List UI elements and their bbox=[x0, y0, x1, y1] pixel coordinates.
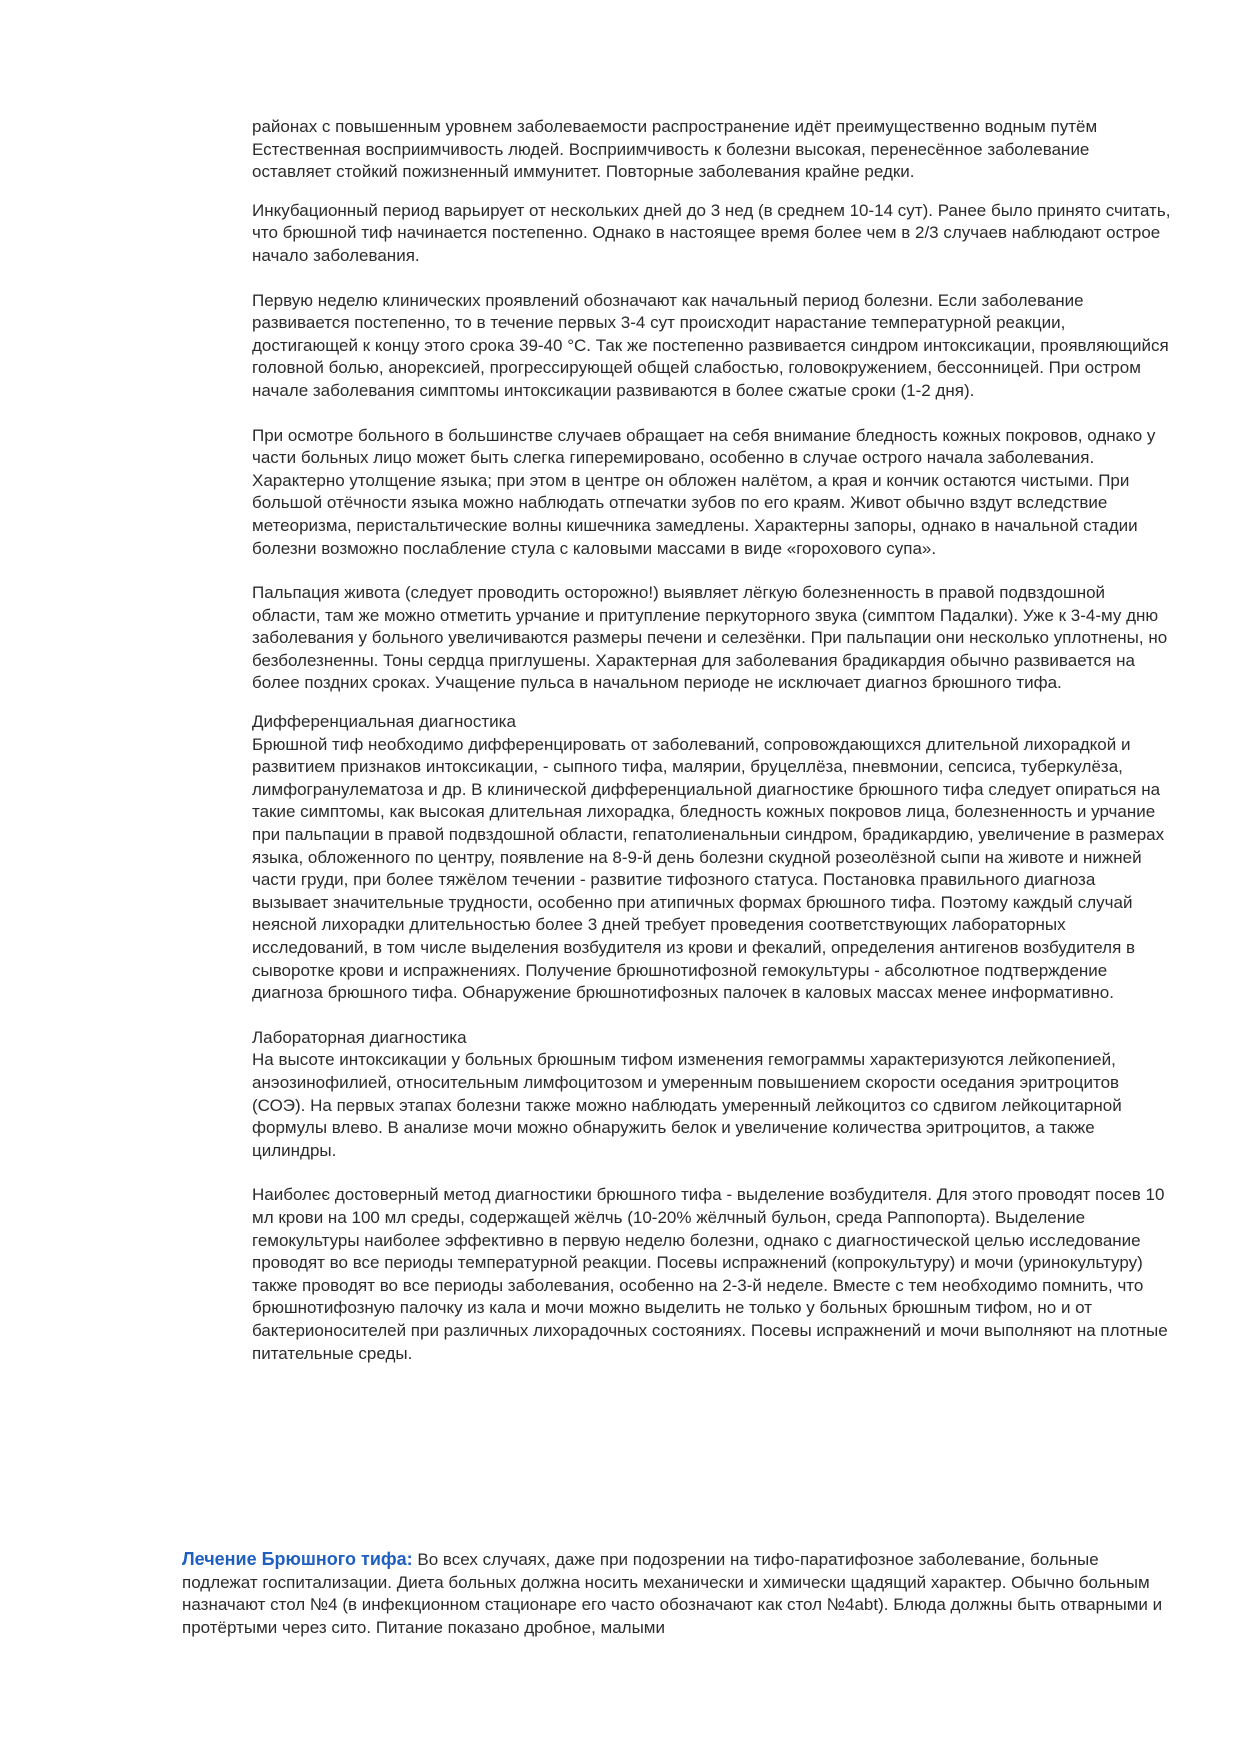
paragraph-palpation: Пальпация живота (следует проводить осторожно!) выявляет лёгкую болезненность в правой подвздошной области, там же можно отметить урчание и притупление перкуторного звука (симптом Падалки). Уже к 3-4-му дню заболевания у больного увеличиваются размеры печени и селезёнки. При пальпации они несколько уплотнены, но безболезненны. Тоны сердца приглушены. Характерная для заболевания брадикардия обычно развивается на более поздних сроках. Учащение пульса в начальном периоде не исключает диагноз брюшного тифа. bbox=[252, 583, 1168, 693]
differential-diagnosis-title: Дифференциальная диагностика bbox=[252, 712, 516, 732]
differential-diagnosis-text: Брюшной тиф необходимо дифференцировать от заболеваний, сопровождающихся длительной лихорадкой и развитием признаков интоксикации, - сыпного тифа, малярии, бруцеллёза, пневмонии, сепсиса, туберкулёза, лимфогранулематоза и др. В клинической дифференциальной диагностике брюшного тифа следует опираться на такие симптомы, как высокая длительная лихорадка, бледность кожных покровов лица, болезненность и урчание при пальпации в правой подвздошной области, гепатолиенальныи синдром, брадикардию, увеличение в размерах языка, обложенного по центру, появление на 8-9-й день болезни скудной розеолёзной сыпи на животе и нижней части груди, при более тяжёлом течении - развитие тифозного статуса. Постановка правильного диагноза вызывает значительные трудности, особенно при атипичных формах брюшного тифа. Поэтому каждый случай неясной лихорадки длительностью более 3 дней требует проведения соответствующих лабораторных исследований, в том числе выделения возбудителя из крови и фекалий, определения антигенов возбудителя в сыворотке крови и испражнениях. Получение брюшнотифозной гемокультуры - абсолютное подтверждение диагноза брюшного тифа. Обнаружение брюшнотифозных палочек в каловых массах менее информативно. bbox=[252, 734, 1165, 1003]
treatment-text: Во всех случаях, даже при подозрении на тифо-паратифозное заболевание, больные подлежат госпитализации. Диета больных должна носить механически и химически щадящий характер. Обычно больным назначают стол №4 (в инфекционном стационаре его часто обозначают как стол №4abt). Блюда должны быть отварными и протёртыми через сито. Питание показано дробное, малыми bbox=[182, 1550, 1163, 1637]
paragraph-initial-period: Первую неделю клинических проявлений обозначают как начальный период болезни. Если заболевание развивается постепенно, то в течение первых 3-4 сут происходит нарастание температурной реакции, достигающей к концу этого срока 39-40 °С. Так же постепенно развивается синдром интоксикации, проявляющийся головной болью, анорексией, прогрессирующей общей слабостью, головокружением, бессонницей. При остром начале заболевания симптомы интоксикации развиваются в более сжатые сроки (1-2 дня). bbox=[252, 290, 1169, 400]
document-body bbox=[252, 116, 1172, 1387]
pathogen-isolation-text: Наиболеє достоверный метод диагностики брюшного тифа - выделение возбудителя. Для этого проводят посев 10 мл крови на 100 мл среды, содержащей жёлчь (10-20% жёлчный бульон, среда Раппопорта). Выделение гемокультуры наиболее эффективно в первую неделю болезни, однако с диагностической целью исследование проводят во все периоды температурной реакции. Посевы испражнений (копрокультуру) и мочи (уринокультуру) также проводят во все периоды заболевания, особенно на 2-3-й неделе. Вместе с тем необходимо помнить, что брюшнотифозную палочку из кала и мочи можно выделить не только у больных брюшным тифом, но и от бактерионосителей при различных лихорадочных состояниях. Посевы испражнений и мочи выполняют на плотные питательные среды. bbox=[252, 1185, 1168, 1363]
paragraph-incubation: Инкубационный период варьирует от нескольких дней до 3 нед (в среднем 10-14 сут). Ранее было принято считать, что брюшной тиф начинается постепенно. Однако в настоящее время более чем в 2/3 случаев наблюдают острое начало заболевания. bbox=[252, 200, 1171, 265]
paragraph-examination: При осмотре больного в большинстве случаев обращает на себя внимание бледность кожных покровов, однако у части больных лицо может быть слегка гиперемировано, особенно в случае острого начала заболевания. Характерно утолщение языка; при этом в центре он обложен налётом, а края и кончик остаются чистыми. При большой отёчности языка можно наблюдать отпечатки зубов по его краям. Живот обычно вздут вследствие метеоризма, перистальтические волны кишечника замедлены. Характерны запоры, однако в начальной стадии болезни возможно послабление стула с каловыми массами в виде «горохового супа». bbox=[252, 425, 1156, 558]
paragraph-transmission: районах с повышенным уровнем заболеваемости распространение идёт преимущественно водным путём Естественная восприимчивость людей. Восприимчивость к болезни высокая, перенесённое заболевание оставляет стойкий пожизненный иммунитет. Повторные заболевания крайне редки. bbox=[252, 117, 1098, 182]
laboratory-diagnosis-title: Лабораторная диагностика bbox=[252, 1027, 467, 1047]
treatment-section bbox=[182, 1548, 1172, 1639]
treatment-heading: Лечение Брюшного тифа: bbox=[182, 1549, 413, 1569]
laboratory-diagnosis-text: На высоте интоксикации у больных брюшным тифом изменения гемограммы характеризуются лейкопенией, анэозинофилией, относительным лимфоцитозом и умеренным повышением скорости оседания эритроцитов (СОЭ). На первых этапах болезни также можно наблюдать умеренный лейкоцитоз со сдвигом лейкоцитарной формулы влево. В анализе мочи можно обнаружить белок и увеличение количества эритроцитов, а также цилиндры. bbox=[252, 1050, 1122, 1160]
